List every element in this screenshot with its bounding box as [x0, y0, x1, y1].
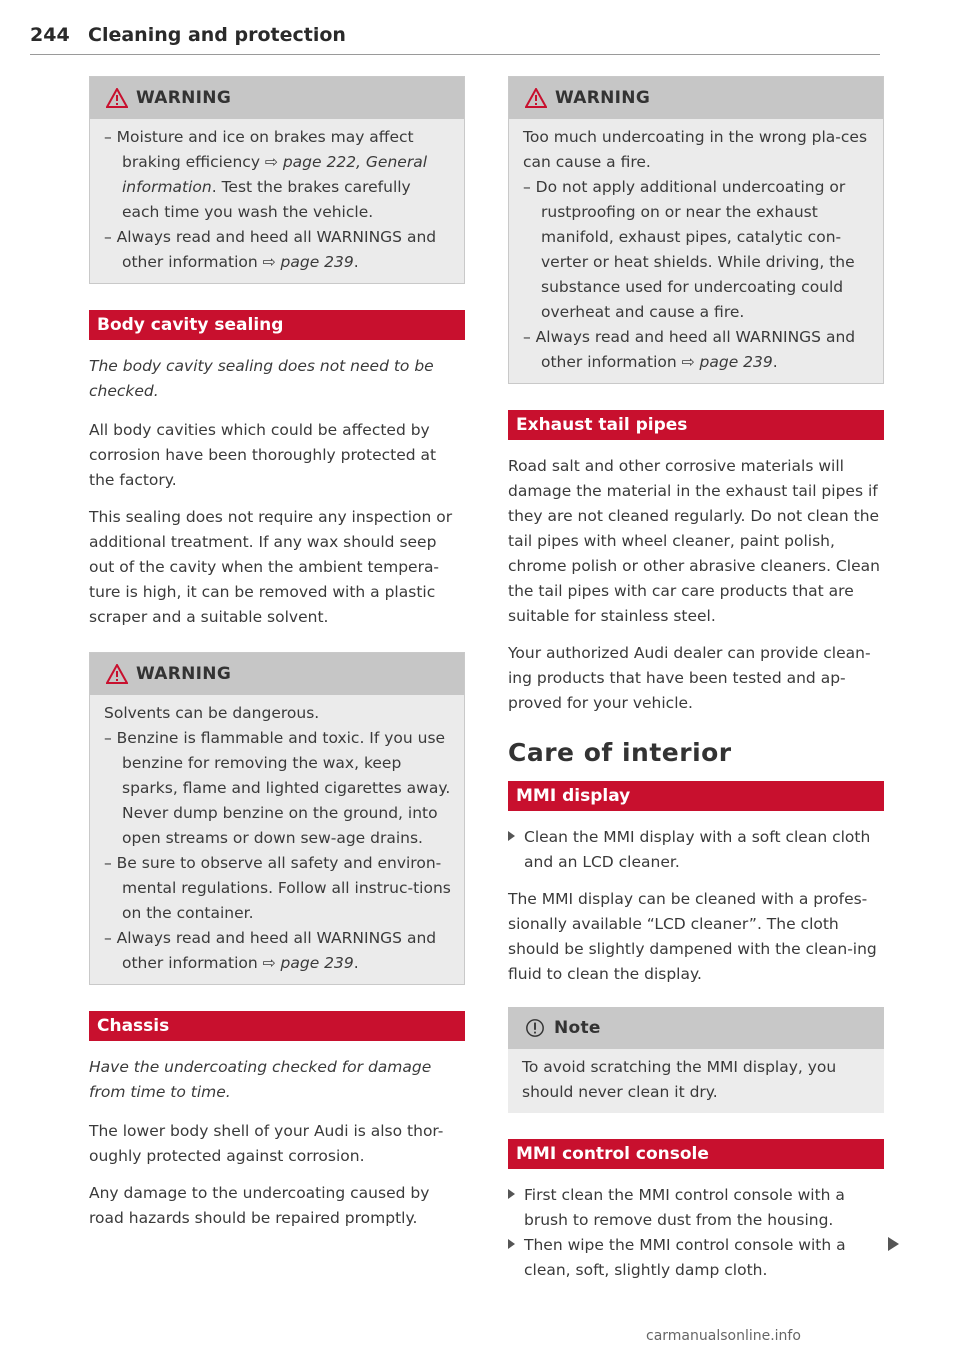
warning-box-brakes [89, 76, 465, 284]
note-header [508, 1007, 884, 1049]
section-heading-exhaust: Exhaust tail pipes [508, 410, 884, 440]
left-column [89, 76, 465, 1243]
paragraph: All body cavities which could be affected by corrosion have been thoroughly protected at the factory. [89, 421, 437, 489]
warning-box-undercoating [508, 76, 884, 384]
chapter-heading-care-of-interior: Care of interior [508, 738, 732, 767]
warning-triangle-icon [525, 88, 547, 108]
paragraph: The lower body shell of your Audi is also thor-oughly protected against corrosion. [89, 1122, 444, 1165]
chapter-title: Cleaning and protection [88, 24, 346, 46]
warning-triangle-icon [106, 88, 128, 108]
section-intro: The body cavity sealing does not need to be checked. [89, 357, 434, 400]
warning-body [90, 695, 464, 984]
warning-item: – Be sure to observe all safety and environ-mental regulations. Follow all instruc-tions on the container. [104, 854, 451, 922]
continue-arrow-icon [888, 1237, 899, 1251]
warning-title: WARNING [555, 88, 651, 108]
warning-item: – Always read and heed all WARNINGS and other information ⇨ page 239. [523, 328, 856, 371]
page-link[interactable]: ⇨ page 239 [681, 353, 773, 371]
page-link[interactable]: ⇨ page 239 [262, 954, 354, 972]
paragraph: Road salt and other corrosive materials will damage the material in the exhaust tail pipes if they are not cleaned regularly. Do not clean the tail pipes with wheel cleaner, paint polish, chrome polish or other abrasive cleaners. Clean the tail pipes with car care products that are suitable for stainless steel. [508, 457, 880, 625]
instruction-step: First clean the MMI control console with a brush to remove dust from the housing. [508, 1183, 884, 1233]
warning-item: – Moisture and ice on brakes may affect braking efficiency ⇨ page 222, General information. Test the brakes carefully each time you wash the vehicle. [104, 128, 427, 221]
page-header [30, 24, 880, 55]
note-text: To avoid scratching the MMI display, you should never clean it dry. [522, 1058, 837, 1101]
warning-header [90, 653, 464, 695]
warning-item: – Benzine is flammable and toxic. If you use benzine for removing the wax, keep sparks, flame and lighted cigarettes away. Never dump benzine on the ground, into open streams or down sew-age drains. [104, 729, 451, 847]
instruction-step: Clean the MMI display with a soft clean cloth and an LCD cleaner. [508, 825, 884, 875]
footer-watermark: carmanualsonline.info [646, 1328, 801, 1344]
section-heading-body-cavity: Body cavity sealing [89, 310, 465, 340]
arrow-bullet-icon [508, 1239, 515, 1249]
warning-lead: Too much undercoating in the wrong pla-ces can cause a fire. [523, 128, 868, 171]
note-box [508, 1007, 884, 1113]
arrow-bullet-icon [508, 1189, 515, 1199]
note-exclamation-icon [524, 1018, 546, 1038]
warning-item: – Always read and heed all WARNINGS and other information ⇨ page 239. [104, 228, 437, 271]
warning-body [90, 119, 464, 283]
instruction-step: Then wipe the MMI control console with a clean, soft, slightly damp cloth. [508, 1233, 884, 1283]
warning-title: WARNING [136, 664, 232, 684]
warning-box-solvents [89, 652, 465, 985]
warning-item: – Always read and heed all WARNINGS and other information ⇨ page 239. [104, 929, 437, 972]
paragraph: This sealing does not require any inspection or additional treatment. If any wax should seep out of the cavity when the ambient tempera-ture is high, it can be removed with a plastic scraper and a suitable solvent. [89, 508, 453, 626]
note-body [508, 1049, 884, 1113]
warning-title: WARNING [136, 88, 232, 108]
page-link[interactable]: ⇨ page 222, General information [122, 153, 427, 196]
warning-body [509, 119, 883, 383]
paragraph: Your authorized Audi dealer can provide clean-ing products that have been tested and ap-proved for your vehicle. [508, 644, 871, 712]
section-heading-chassis: Chassis [89, 1011, 465, 1041]
section-intro: Have the undercoating checked for damage from time to time. [89, 1058, 432, 1101]
warning-item: – Do not apply additional undercoating or rustproofing on or near the exhaust manifold, exhaust pipes, catalytic con-verter or heat shields. While driving, the substance used for undercoating could overheat and cause a fire. [523, 178, 855, 321]
page-number: 244 [30, 24, 70, 46]
right-column [508, 76, 884, 1283]
page-link[interactable]: ⇨ page 239 [262, 253, 354, 271]
arrow-bullet-icon [508, 831, 515, 841]
paragraph: The MMI display can be cleaned with a profes-sionally available “LCD cleaner”. The cloth should be slightly dampened with the clean-ing fluid to clean the display. [508, 890, 877, 983]
note-title: Note [554, 1018, 601, 1038]
warning-triangle-icon [106, 664, 128, 684]
warning-lead: Solvents can be dangerous. [104, 704, 320, 722]
paragraph: Any damage to the undercoating caused by road hazards should be repaired promptly. [89, 1184, 430, 1227]
warning-header [509, 77, 883, 119]
section-heading-mmi-display: MMI display [508, 781, 884, 811]
warning-header [90, 77, 464, 119]
section-heading-mmi-console: MMI control console [508, 1139, 884, 1169]
